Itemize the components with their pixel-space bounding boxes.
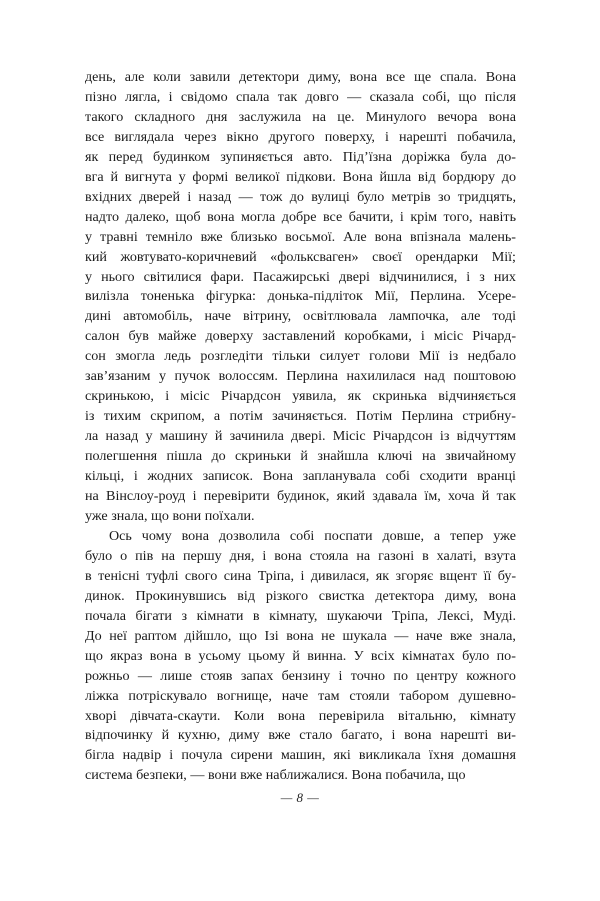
text-line: рожньо — лише стояв запах бензину і точно по центру кожного	[85, 667, 516, 684]
text-line: сон змогла ледь розгледіти тільки силует голови Мії із недбало	[85, 348, 517, 365]
text-line: хворі дівчата-скаути. Коли вона перевірила вітальню, кімнату	[85, 707, 516, 724]
text-line: салон був майже доверху заставлений коробками, і місіс Річард-	[85, 328, 517, 345]
text-line: система безпеки, — вони вже наближалися. Вона побачила, що	[85, 767, 466, 784]
text-line: як перед будинком зупиняється авто. Під’їзна доріжка була до-	[85, 148, 516, 165]
text-line: на Вінслоу-роуд і перевірити будинок, який здавала їм, хоча й так	[85, 488, 517, 505]
text-line: в тенісні туфлі свого сина Тріпа, і дивилася, як згоряє вщент її бу-	[85, 567, 517, 584]
text-line: зав’язаним у пучок волоссям. Перлина нахилилася над поштовою	[85, 368, 517, 385]
paragraph-2	[85, 527, 516, 786]
text-line: у травні темніло вже близько восьмої. Але вона впізнала малень-	[85, 228, 516, 245]
text-line: надто далеко, щоб вона могла добре все бачити, і крім того, навіть	[85, 208, 517, 225]
text-line: дині автомобіль, наче вітрину, освітлювала лампочка, але тоді	[85, 308, 517, 325]
text-line: такого складного дня заслужила на це. Минулого вечора вона	[85, 108, 516, 125]
page-number-folio: — 8 —	[280, 790, 320, 805]
text-line: почала бігати з кімнати в кімнату, шукаючи Тріпа, Лексі, Муді.	[85, 607, 517, 624]
text-line: вхідних дверей і назад — тож до вулиці було метрів зо тридцять,	[85, 188, 517, 205]
text-line: скринькою, і місіс Річардсон уявила, як скринька відчиняється	[85, 388, 517, 405]
text-line: все виглядала через вікно другого поверху, і нарешті побачила,	[85, 128, 516, 145]
text-line: кільці, і жодних записок. Вона запланувала собі сходити вранці	[85, 468, 516, 485]
text-line: вга й вигнута у формі великої підкови. Вона йшла від бордюру до	[85, 168, 517, 185]
text-line: що якраз вона в усьому цьому й винна. У всіх кімнатах було по-	[85, 647, 516, 664]
text-line: бігла надвір і почула сирени машин, які викликала їхня домашня	[85, 747, 516, 764]
text-line: було о пів на першу дня, і вона стояла на газоні в халаті, взута	[85, 547, 516, 564]
text-line: ліжка потріскувало вогнище, наче там стояли табором душевно-	[85, 687, 516, 704]
text-line: у нього світилися фари. Пасажирські двері відчинилися, і з них	[85, 268, 516, 285]
text-line: із тихим скрипом, а потім зачиняється. Потім Перлина стрибну-	[85, 408, 517, 425]
text-line: ла назад у машину й зачинила двері. Місіс Річардсон із відчуттям	[85, 428, 516, 445]
text-line: кий жовтувато-коричневий «фольксваген» своєї орендарки Мії;	[85, 248, 516, 265]
text-line: пізно лягла, і свідомо спала так довго — сказала собі, що після	[85, 88, 516, 105]
paragraph-1	[85, 68, 516, 527]
text-line: вилізла тоненька фігурка: донька-підліток Мії, Перлина. Усере-	[85, 288, 517, 305]
text-line: уже знала, що вони поїхали.	[85, 507, 255, 524]
text-line: полегшення пішла до скриньки й знайшла ключі на звичайному	[85, 448, 517, 465]
text-line: день, але коли завили детектори диму, вона все ще спала. Вона	[85, 69, 517, 85]
page-text-block	[85, 68, 516, 786]
text-line: відпочинку й кухню, диму вже стало багато, і вона нарешті ви-	[85, 727, 516, 744]
text-line: Ось чому вона дозволила собі поспати довше, а тепер уже	[109, 527, 516, 544]
text-line: До неї раптом дійшло, що Ізі вона не шукала — наче вже знала,	[85, 627, 516, 644]
text-line: динок. Прокинувшись від різкого свистка детектора диму, вона	[85, 587, 516, 604]
